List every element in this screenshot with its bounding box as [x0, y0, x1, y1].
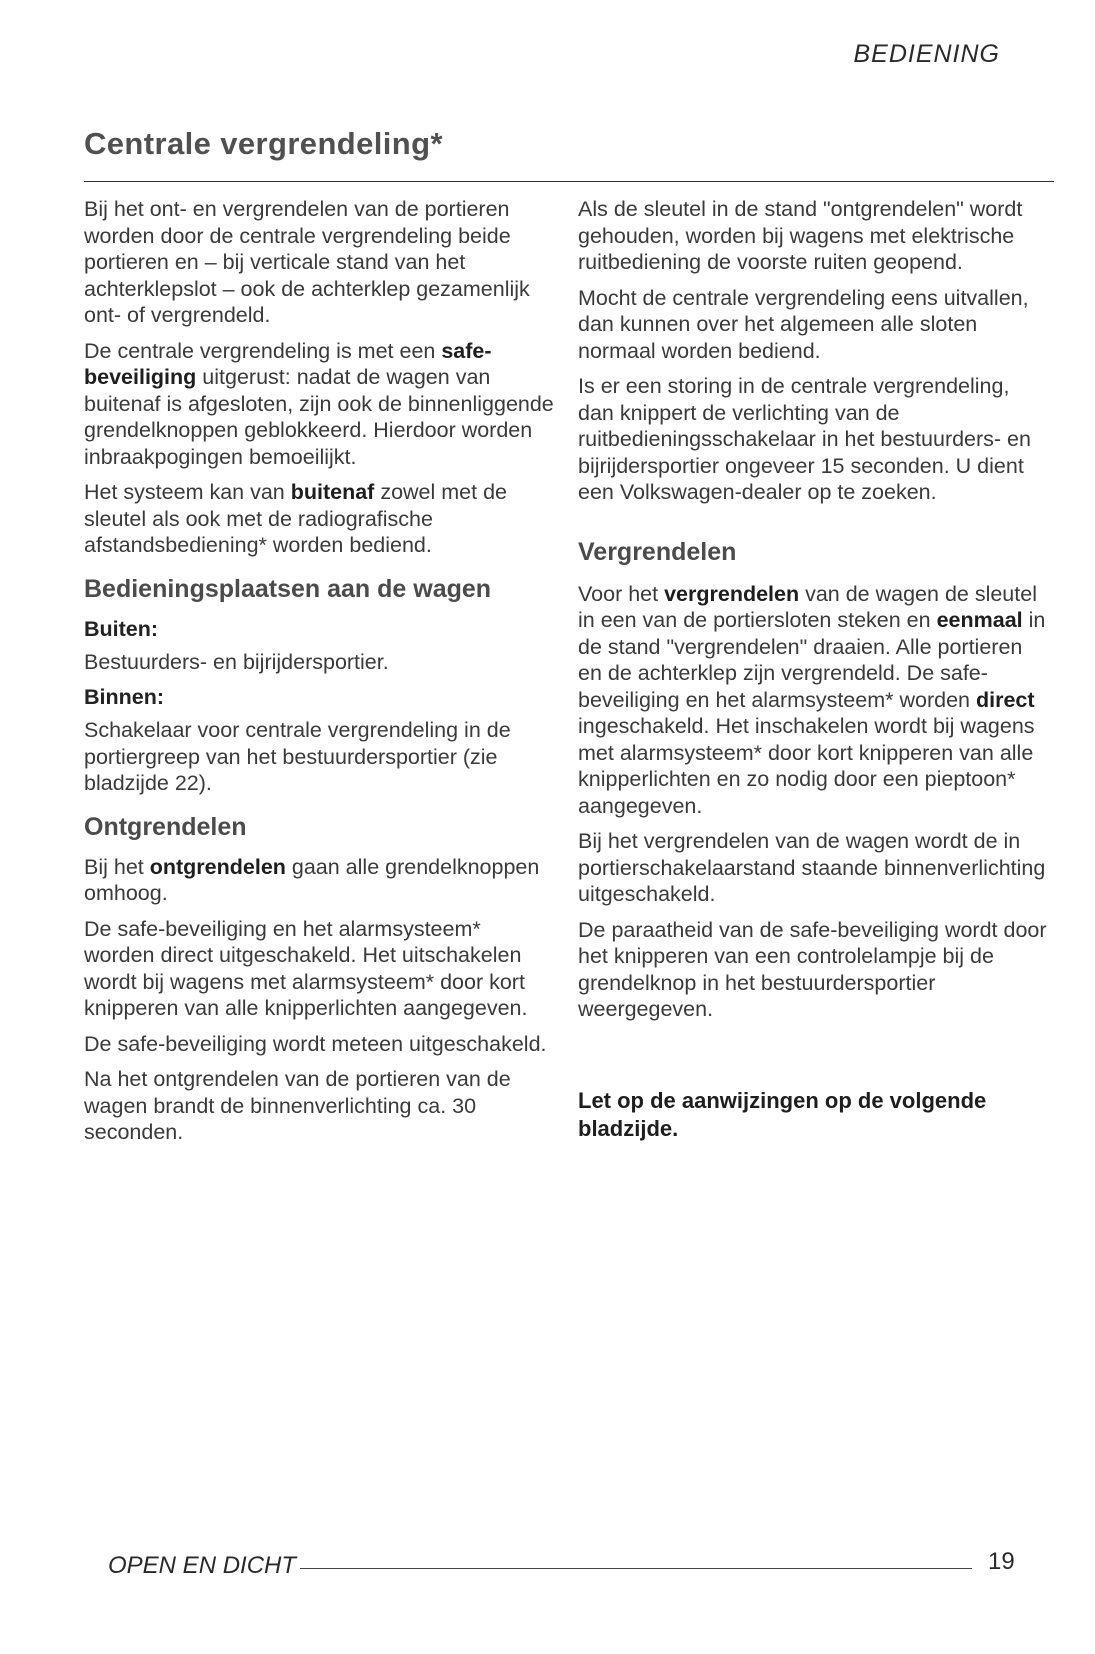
- title-divider: [84, 181, 1054, 182]
- intro-paragraph-2: [84, 338, 554, 471]
- ontgrendelen-paragraph-2: De safe-beveiliging en het alarmsysteem* worden direct uitgeschakeld. Het uitschakelen wordt bij wagens met alarmsysteem* door kort knipperen van alle knipperlichten aangegeven.: [84, 916, 528, 1020]
- text-run: gaan alle grendelknoppen omhoog.: [84, 854, 540, 905]
- text-run: uitgerust: nadat de wagen van buitenaf is afgesloten, zijn ook de binnenliggende grendelknoppen geblokkeerd. Hierdoor worden inbraakpogingen bemoeilijkt.: [84, 365, 554, 469]
- text-run: Voor het: [578, 581, 665, 606]
- footer-chapter: OPEN EN DICHT: [108, 1552, 297, 1579]
- text-run: in de stand "vergrendelen" draaien. Alle portieren en de achterklep zijn vergrendeld. De safe-beveiliging en het alarmsysteem* worden: [578, 608, 1046, 712]
- heading-bedieningsplaatsen: Bedieningsplaatsen aan de wagen: [84, 574, 492, 603]
- text-run: Bij het: [84, 854, 150, 879]
- uitvallen-paragraph: Mocht de centrale vergrendeling eens uitvallen, dan kunnen over het algemeen alle sloten normaal worden bediend.: [578, 285, 1029, 363]
- binnen-text: Schakelaar voor centrale vergrendeling in de portiergreep van het bestuurdersportier (zie bladzijde 22).: [84, 718, 511, 795]
- buiten-text: Bestuurders- en bijrijdersportier.: [84, 649, 389, 674]
- ontgrendelen-paragraph-3: De safe-beveiliging wordt meteen uitgeschakeld.: [84, 1031, 547, 1056]
- emphasis-safe-beveiliging: safe-beveiliging: [84, 338, 492, 389]
- vergrendelen-paragraph-2: Bij het vergrendelen van de wagen wordt de in portierschakelaarstand staande binnenverlichting uitgeschakeld.: [578, 829, 1046, 906]
- heading-vergrendelen: Vergrendelen: [578, 537, 737, 566]
- right-column: [578, 196, 1048, 1143]
- left-column: [84, 196, 554, 1155]
- ontgrendelen-paragraph-4: Na het ontgrendelen van de portieren van de wagen brandt de binnenverlichting ca. 30 seconden.: [84, 1067, 511, 1144]
- note-next-page: Let op de aanwijzingen op de volgende bladzijde.: [578, 1087, 987, 1141]
- text-run: ingeschakeld. Het inschakelen wordt bij wagens met alarmsysteem* door kort knipperen van alle knipperlichten en zo nodig door een pieptoon* aangegeven.: [578, 714, 1035, 818]
- subheading-binnen: Binnen:: [84, 685, 165, 709]
- emphasis-direct: direct: [975, 687, 1035, 712]
- ontgrendelen-paragraph-1: [84, 854, 554, 907]
- emphasis-vergrendelen: vergrendelen: [664, 581, 800, 606]
- text-run: Het systeem kan van: [84, 480, 291, 504]
- page-title: Centrale vergrendeling*: [84, 126, 443, 161]
- footer-divider: [300, 1568, 972, 1569]
- emphasis-buitenaf: buitenaf: [290, 480, 375, 504]
- storing-paragraph: Is er een storing in de centrale vergrendeling, dan knippert de verlichting van de ruitbedieningsschakelaar in het bestuurders- en bijrijdersportier ongeveer 15 seconden. U dient een Volkswagen-dealer op te zoeken.: [578, 374, 1031, 504]
- running-header: BEDIENING: [853, 40, 1000, 68]
- sleutel-paragraph: Als de sleutel in de stand "ontgrendelen" wordt gehouden, worden bij wagens met elektrische ruitbediening de voorste ruiten geopend.: [578, 197, 1023, 274]
- intro-paragraph-1: Bij het ont- en vergrendelen van de portieren worden door de centrale vergrendeling beide portieren en – bij verticale stand van het achterklepslot – ook de achterklep gezamenlijk ont- of vergrendeld.: [84, 197, 530, 327]
- heading-ontgrendelen: Ontgrendelen: [84, 812, 247, 841]
- intro-paragraph-3: [84, 479, 554, 559]
- emphasis-eenmaal: eenmaal: [936, 608, 1023, 632]
- page-number: 19: [988, 1548, 1015, 1575]
- emphasis-ontgrendelen: ontgrendelen: [149, 854, 286, 879]
- vergrendelen-paragraph-3: De paraatheid van de safe-beveiliging wordt door het knipperen van een controlelampje bij de grendelknop in het bestuurdersportier weergegeven.: [578, 917, 1047, 1021]
- subheading-buiten: Buiten:: [84, 616, 159, 641]
- text-run: zowel met de sleutel als ook met de radiografische afstandsbediening* worden bediend.: [84, 480, 507, 557]
- vergrendelen-paragraph-1: [578, 581, 1048, 820]
- text-run: De centrale vergrendeling is met een: [84, 338, 442, 363]
- text-run: van de wagen de sleutel in een van de portiersloten steken en: [578, 581, 1037, 632]
